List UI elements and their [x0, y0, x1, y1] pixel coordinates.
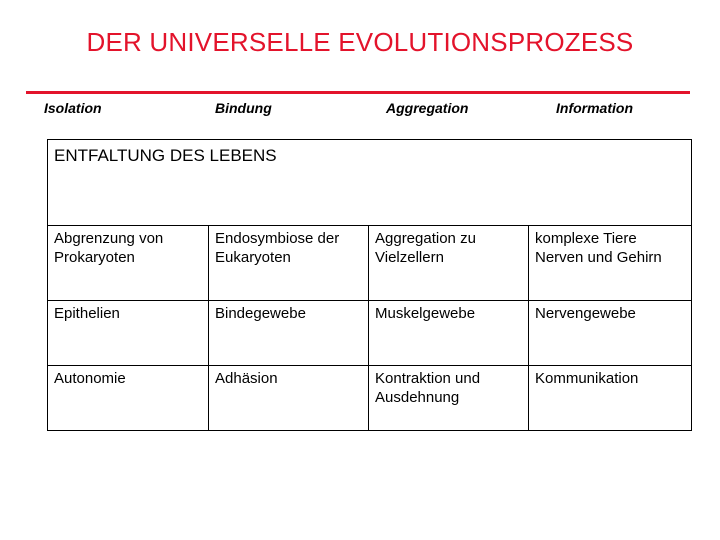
evolution-table [47, 139, 692, 431]
table-cell: Bindegewebe [209, 301, 369, 366]
table-row [48, 226, 692, 301]
table-row [48, 366, 692, 431]
title-divider [26, 91, 690, 94]
stage-label-bindung: Bindung [215, 100, 272, 116]
table-cell: Adhäsion [209, 366, 369, 431]
page-title: DER UNIVERSELLE EVOLUTIONSPROZESS [86, 27, 634, 57]
table-cell: Nervengewebe [529, 301, 692, 366]
table-heading-row [48, 140, 692, 226]
stage-label-isolation: Isolation [44, 100, 102, 116]
table-cell: Aggregation zu Vielzellern [369, 226, 529, 301]
stage-label-aggregation: Aggregation [386, 100, 469, 116]
table-cell: Kommunikation [529, 366, 692, 431]
table-cell: Endosymbiose der Eukaryoten [209, 226, 369, 301]
table-heading: ENTFALTUNG DES LEBENS [48, 140, 692, 226]
table-cell: Kontraktion und Ausdehnung [369, 366, 529, 431]
table-cell: Autonomie [48, 366, 209, 431]
table-cell: Muskelgewebe [369, 301, 529, 366]
table-cell: komplexe Tiere Nerven und Gehirn [529, 226, 692, 301]
table-cell: Epithelien [48, 301, 209, 366]
table-row [48, 301, 692, 366]
stage-label-information: Information [556, 100, 633, 116]
table-cell: Abgrenzung von Prokaryoten [48, 226, 209, 301]
